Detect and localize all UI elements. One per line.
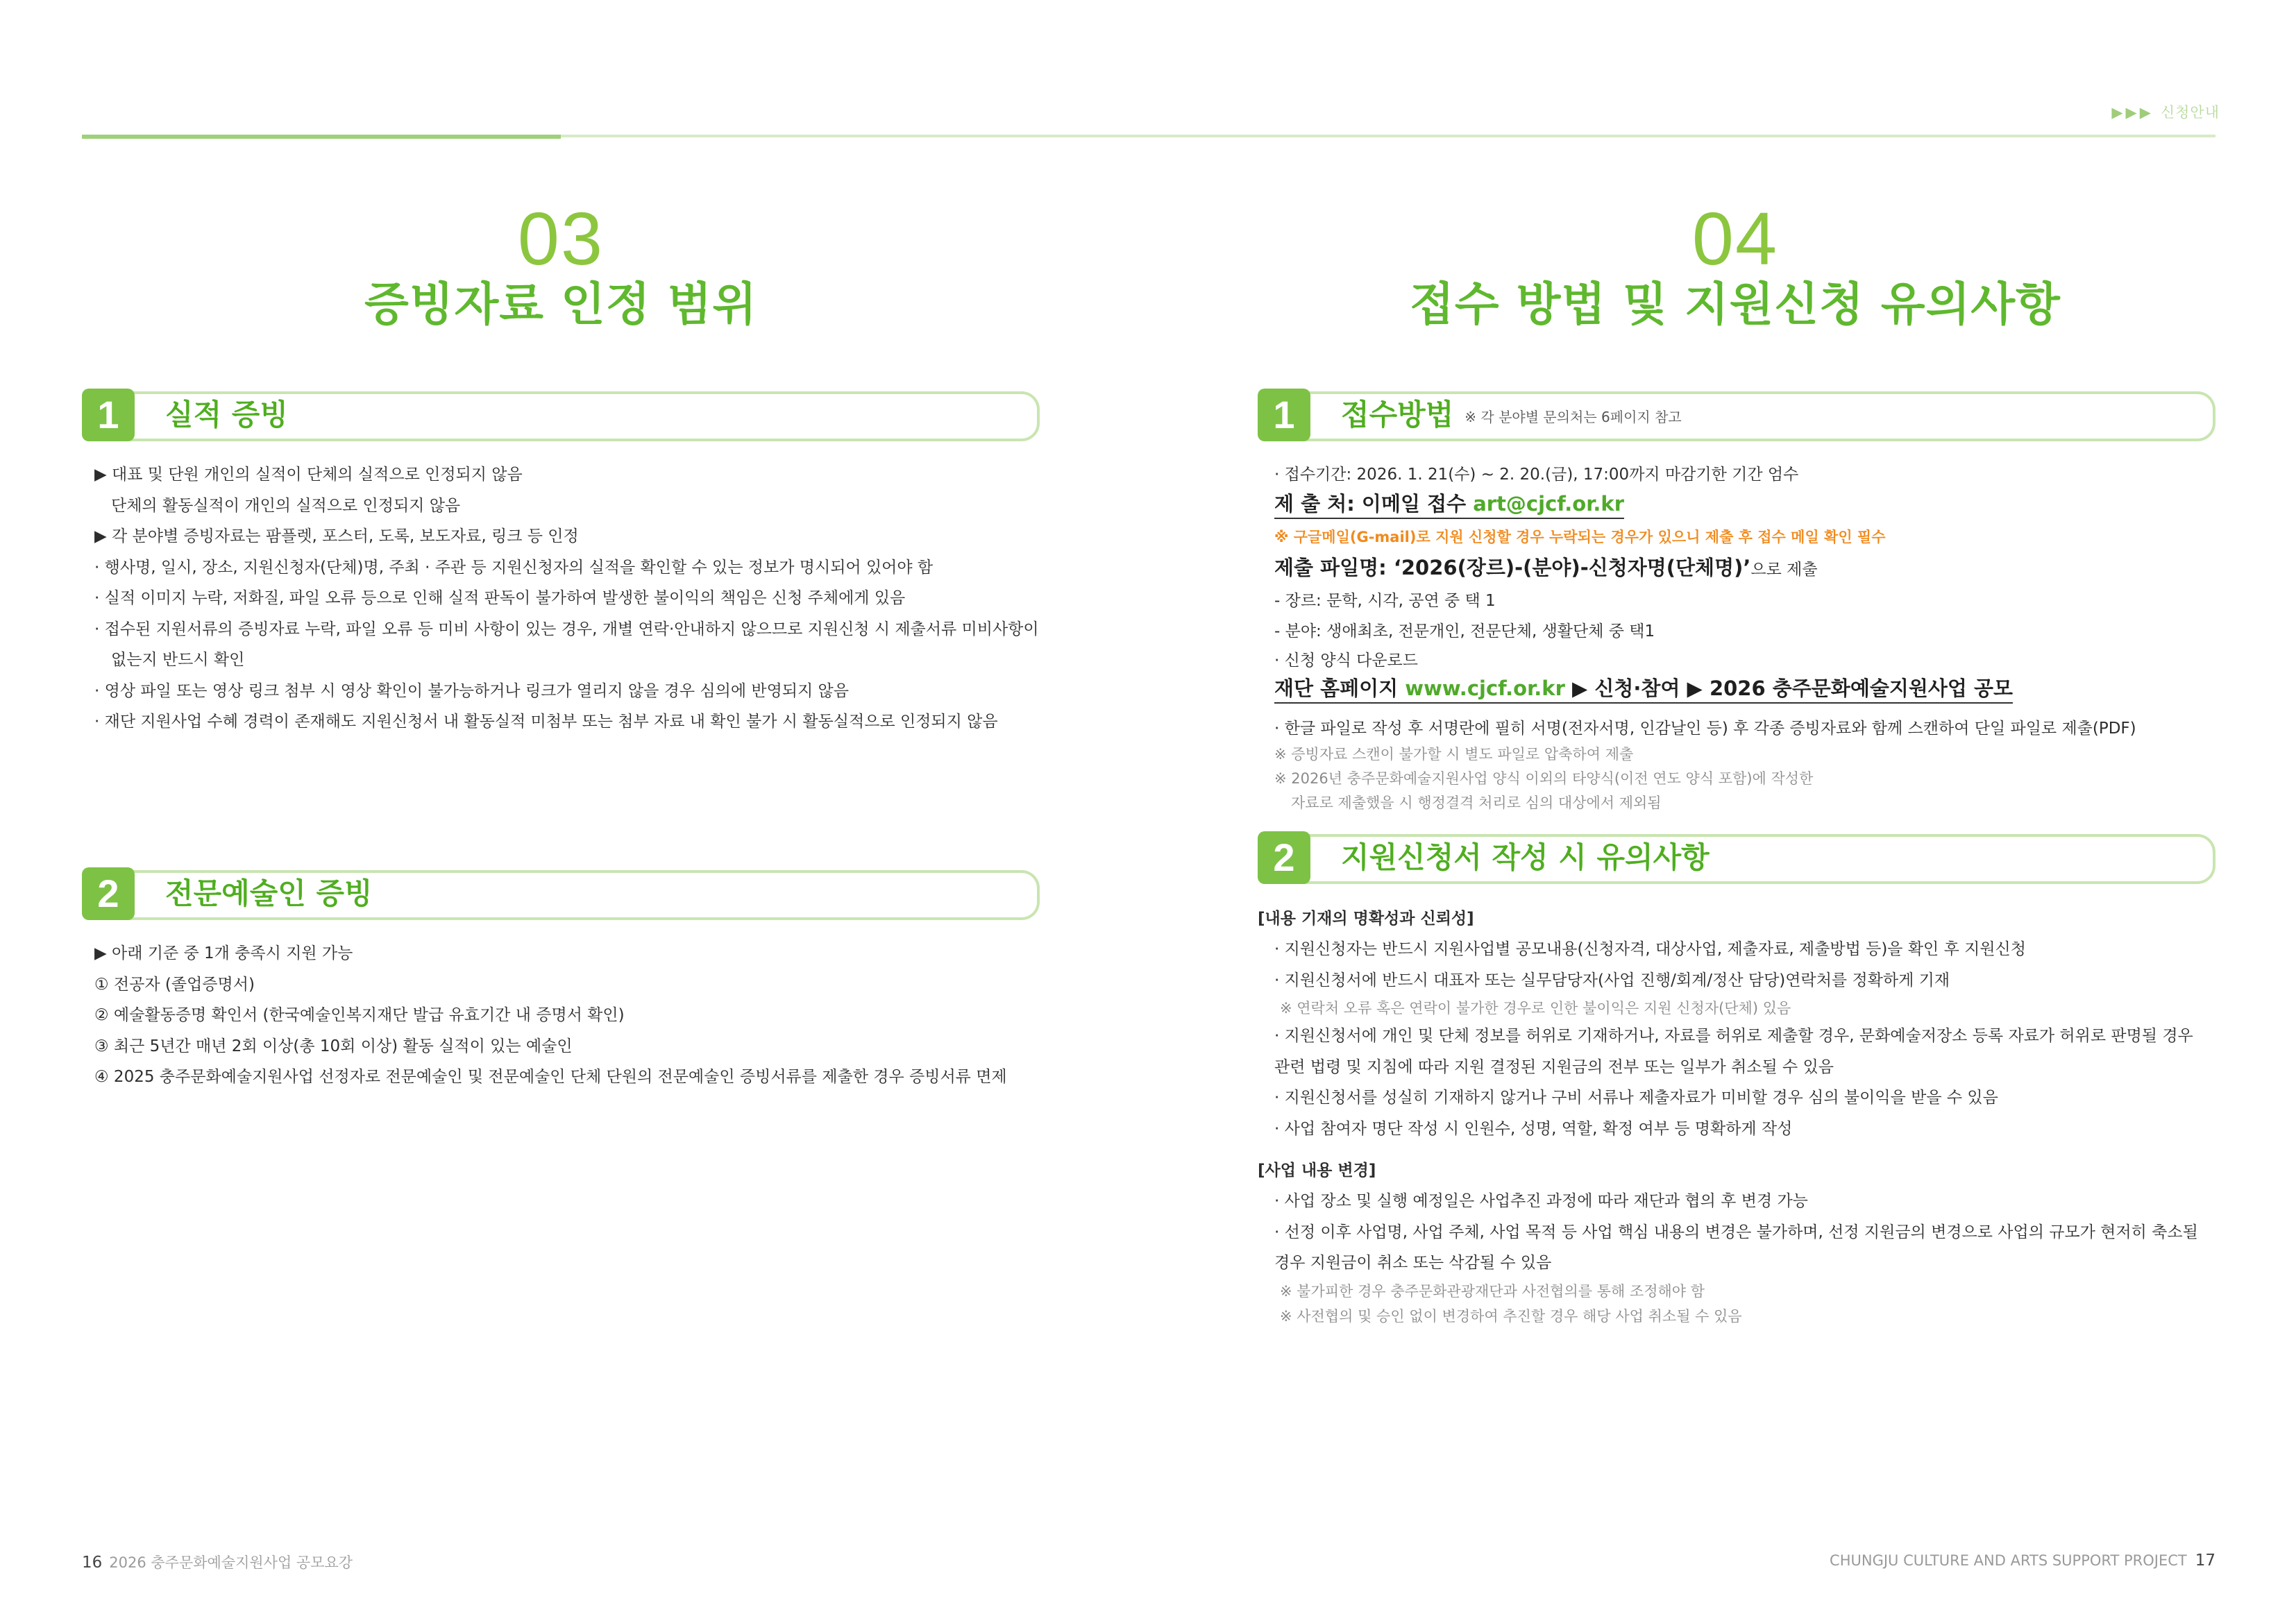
text-line: · 지원신청서를 성실히 기재하지 않거나 구비 서류나 제출자료가 미비할 경우 심의 불이익을 받을 수 있음: [1274, 1089, 1998, 1107]
header-divider-accent: [82, 135, 561, 139]
group-heading: [내용 기재의 명확성과 신뢰성]: [1258, 910, 1474, 928]
group-heading: [사업 내용 변경]: [1258, 1162, 1376, 1180]
text-line: · 지원신청서에 반드시 대표자 또는 실무담당자(사업 진행/회계/정산 담당)연락처를 정확하게 기재: [1274, 971, 1950, 989]
text-line: - 분야: 생애최초, 전문개인, 전문단체, 생활단체 중 택1: [1274, 622, 1655, 640]
section-title-text: 접수방법: [1341, 398, 1454, 432]
note-line: ※ 연락처 오류 혹은 연락이 불가한 경우로 인한 불이익은 지원 신청자(단체) 있음: [1280, 1000, 1791, 1017]
section-header: [1258, 831, 2215, 884]
footer-left: [82, 1552, 353, 1572]
text-line: · 실적 이미지 누락, 저화질, 파일 오류 등으로 인해 실적 판독이 불가하여 발생한 불이익의 책임은 신청 주체에게 있음: [94, 589, 906, 607]
section-note: ※ 각 분야별 문의처는 6페이지 참고: [1464, 408, 1682, 425]
text-line: 없는지 반드시 확인: [111, 651, 245, 669]
text-line: · 신청 양식 다운로드: [1274, 652, 1418, 670]
text-line: · 접수기간: 2026. 1. 21(수) ~ 2. 20.(금), 17:00까지 마감기한 기간 엄수: [1274, 466, 1799, 484]
text-line: · 한글 파일로 작성 후 서명란에 필히 서명(전자서명, 인감날인 등) 후 각종 증빙자료와 함께 스캔하여 단일 파일로 제출(PDF): [1274, 720, 2136, 738]
section-number: 1: [82, 389, 135, 441]
page-number: 17: [2195, 1552, 2215, 1570]
text-line: · 사업 참여자 명단 작성 시 인원수, 성명, 역할, 확정 여부 등 명확하게 작성: [1274, 1119, 1793, 1138]
footer-project-name: CHUNGJU CULTURE AND ARTS SUPPORT PROJECT: [1830, 1552, 2187, 1569]
section-number: 1: [1258, 389, 1310, 441]
text-line: · 행사명, 일시, 장소, 지원신청자(단체)명, 주최 · 주관 등 지원신청자의 실적을 확인할 수 있는 정보가 명시되어 있어야 함: [94, 558, 934, 577]
footer-title: 2026 충주문화예술지원사업 공모요강: [109, 1554, 353, 1571]
chapter-number: 04: [1691, 196, 1779, 280]
section-header: [82, 389, 1040, 441]
note-line: ※ 2026년 충주문화예술지원사업 양식 이외의 타양식(이전 연도 양식 포함)에 작성한: [1274, 770, 1814, 787]
submit-email-link[interactable]: art@cjcf.or.kr: [1473, 492, 1625, 516]
text-line: ▶ 아래 기준 중 1개 충족시 지원 가능: [94, 944, 353, 962]
section-header: [82, 867, 1040, 920]
section-header: [1258, 389, 2215, 441]
text-line: · 선정 이후 사업명, 사업 주체, 사업 목적 등 사업 핵심 내용의 변경은 불가하며, 선정 지원금의 변경으로 사업의 규모가 현저히 축소될: [1274, 1223, 2198, 1241]
section-title: [1341, 396, 1682, 436]
filename-line: [1274, 552, 2211, 586]
section-title: 실적 증빙: [165, 398, 288, 432]
section-body: [1274, 459, 2211, 815]
text-line: · 지원신청서에 개인 및 단체 정보를 허위로 기재하거나, 자료를 허위로 제출할 경우, 문화예술저장소 등록 자료가 허위로 판명될 경우: [1274, 1027, 2193, 1045]
gmail-warning: ※ 구글메일(G-mail)로 지원 신청할 경우 누락되는 경우가 있으니 제출 후 접수 메일 확인 필수: [1274, 529, 1886, 545]
submit-label: 제 출 처: 이메일 접수: [1274, 492, 1474, 516]
text-line: 단체의 활동실적이 개인의 실적으로 인정되지 않음: [111, 496, 461, 515]
group-lines: [1258, 1186, 2215, 1329]
group-lines: [1258, 934, 2215, 1144]
filename-suffix: 으로 제출: [1750, 561, 1818, 579]
section-number: 2: [1258, 831, 1310, 884]
homepage-path-suffix: ▶ 신청·참여 ▶ 2026 충주문화예술지원사업 공모: [1564, 677, 2014, 700]
homepage-line: [1274, 674, 2211, 715]
text-line: · 지원신청자는 반드시 지원사업별 공모내용(신청자격, 대상사업, 제출자료, 제출방법 등)을 확인 후 지원신청: [1274, 940, 2026, 958]
breadcrumb-label: 신청안내: [2160, 104, 2220, 121]
text-line: · 영상 파일 또는 영상 링크 첨부 시 영상 확인이 불가능하거나 링크가 열리지 않을 경우 심의에 반영되지 않음: [94, 681, 849, 700]
submit-target: [1274, 490, 1624, 519]
text-line: ▶ 각 분야별 증빙자료는 팜플렛, 포스터, 도록, 보도자료, 링크 등 인정: [94, 527, 579, 545]
breadcrumb: [2111, 101, 2220, 122]
chapter-number: 03: [517, 196, 605, 280]
text-line: · 재단 지원사업 수혜 경력이 존재해도 지원신청서 내 활동실적 미첨부 또는 첨부 자료 내 확인 불가 시 활동실적으로 인정되지 않음: [94, 713, 998, 731]
section-body: [94, 938, 1007, 1093]
text-line: ▶ 대표 및 단원 개인의 실적이 단체의 실적으로 인정되지 않음: [94, 466, 523, 484]
submit-line: [1274, 490, 2211, 525]
text-line: · 접수된 지원서류의 증빙자료 누락, 파일 오류 등 미비 사항이 있는 경우, 개별 연락·안내하지 않으므로 지원신청 시 제출서류 미비사항이: [94, 620, 1039, 638]
homepage-prefix: 재단 홈페이지: [1274, 677, 1406, 700]
filename-format: 제출 파일명: ‘2026(장르)-(분야)-신청자명(단체명)’: [1274, 556, 1751, 579]
text-line: 관련 법령 및 지침에 따라 지원 결정된 지원금의 전부 또는 일부가 취소될 수 있음: [1274, 1057, 1834, 1076]
nav-arrows-icon: ▶▶▶: [2111, 104, 2154, 121]
text-line: ② 예술활동증명 확인서 (한국예술인복지재단 발급 유효기간 내 증명서 확인): [94, 1006, 625, 1024]
note-line: 자료로 제출했을 시 행정결격 처리로 심의 대상에서 제외됨: [1291, 794, 1662, 811]
text-line: ③ 최근 5년간 매년 2회 이상(총 10회 이상) 활동 실적이 있는 예술인: [94, 1037, 573, 1055]
text-line: ① 전공자 (졸업증명서): [94, 975, 255, 994]
chapter-title: 접수 방법 및 지원신청 유의사항: [1410, 278, 2061, 331]
homepage-path: [1274, 674, 2013, 704]
section-title: 지원신청서 작성 시 유의사항: [1341, 840, 1710, 874]
homepage-link[interactable]: www.cjcf.or.kr: [1405, 677, 1565, 700]
footer-right: [1830, 1552, 2215, 1570]
note-line: ※ 불가피한 경우 충주문화관광재단과 사전협의를 통해 조정해야 함: [1280, 1282, 1705, 1300]
section-body: [94, 459, 1039, 738]
text-line: - 장르: 문학, 시각, 공연 중 택 1: [1274, 592, 1496, 610]
chapter-title: 증빙자료 인정 범위: [364, 278, 757, 331]
text-line: · 사업 장소 및 실행 예정일은 사업추진 과정에 따라 재단과 협의 후 변경 가능: [1274, 1192, 1808, 1210]
page-number: 16: [82, 1554, 103, 1572]
section-title: 전문예술인 증빙: [165, 876, 373, 910]
note-line: ※ 증빙자료 스캔이 불가할 시 별도 파일로 압축하여 제출: [1274, 746, 1634, 763]
note-line: ※ 사전협의 및 승인 없이 변경하여 추진할 경우 해당 사업 취소될 수 있음: [1280, 1307, 1742, 1325]
text-line: ④ 2025 충주문화예술지원사업 선정자로 전문예술인 및 전문예술인 단체 단원의 전문예술인 증빙서류를 제출한 경우 증빙서류 면제: [94, 1068, 1007, 1086]
section-number: 2: [82, 867, 135, 920]
section-body: [1258, 903, 2215, 1329]
text-line: 경우 지원금이 취소 또는 삭감될 수 있음: [1274, 1254, 1552, 1272]
